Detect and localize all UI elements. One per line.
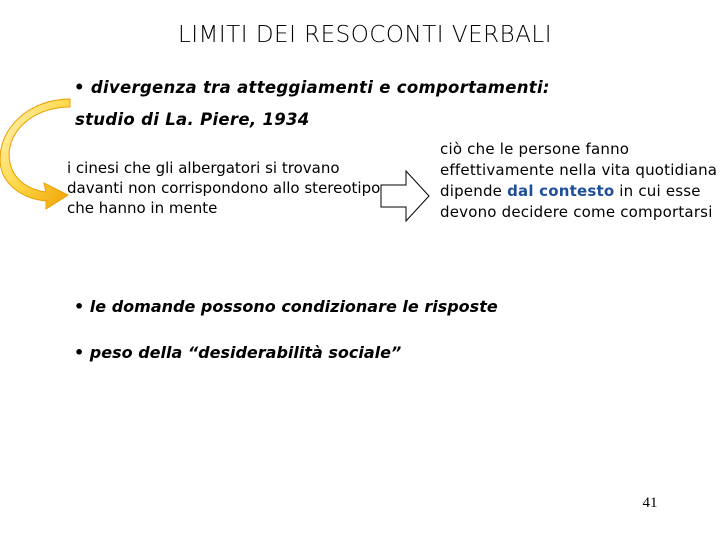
left-description: i cinesi che gli albergatori si trovano davanti non corrispondono allo stereotipo che hanno in mente [67, 159, 381, 217]
page-number: 41 [642, 495, 658, 511]
right-description [440, 139, 720, 223]
right-arrow-icon [380, 170, 430, 222]
bullet-domande: • le domande possono condizionare le risposte [74, 297, 498, 316]
bullet-desiderabilita: • peso della “desiderabilità sociale” [74, 343, 402, 362]
study-reference: studio di La. Piere, 1934 [75, 110, 310, 129]
highlight-dal-contesto: dal contesto [507, 182, 615, 200]
right-text-end: in cui esse devono decidere come comportarsi [440, 182, 713, 221]
right-text-start: ciò che le persone fanno effettivamente nella vita quotidiana dipende [440, 140, 718, 200]
slide-title: LIMITI DEI RESOCONTI VERBALI [177, 22, 553, 48]
bullet-divergenza: • divergenza tra atteggiamenti e comportamenti: [74, 78, 550, 97]
